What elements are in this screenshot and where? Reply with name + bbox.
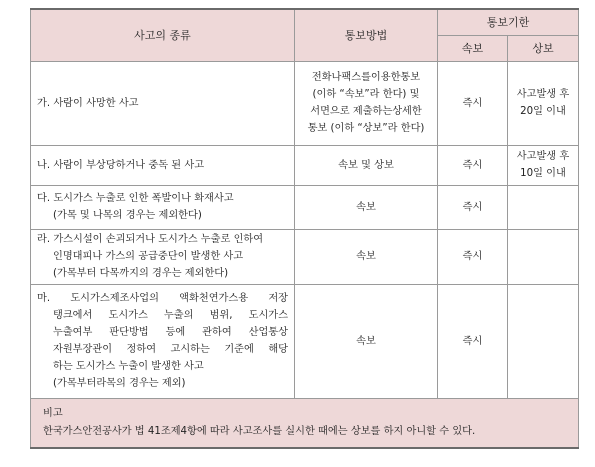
accident-type-line: (가목부터라목의 경우는 제외) <box>53 378 186 389</box>
urgent-report-cell: 즉시 <box>438 229 508 284</box>
report-method-line: 속보 <box>356 201 376 213</box>
accident-type-line: 누출여부 판단방법 등에 관하여 산업통상 <box>53 327 288 338</box>
report-method-line: 서면으로 제출하는상세한 <box>310 106 422 117</box>
header-urgent-report: 속보 <box>438 35 508 61</box>
accident-type-line: 인명대피나 가스의 공급중단이 발생한 사고 <box>53 251 244 262</box>
accident-type-line: 탱크에서 도시가스 누출의 범위, 도시가스 <box>53 310 288 321</box>
detailed-report-cell <box>508 284 579 398</box>
accident-type-line: (가목부터 다목까지의 경우는 제외한다) <box>53 268 229 279</box>
accident-type-line: 하는 도시가스 누출이 발생한 사고 <box>53 361 204 372</box>
report-method-cell <box>295 145 438 185</box>
table-row <box>31 185 579 229</box>
table-row <box>31 61 579 145</box>
note-title: 비고 <box>43 407 63 419</box>
note-cell <box>31 398 579 448</box>
report-method-cell <box>295 229 438 284</box>
note-text: 한국가스안전공사가 법 41조제4항에 따라 사고조사를 실시한 때에는 상보를 하지 아니할 수 있다. <box>43 425 476 437</box>
detailed-report-line: 20일 이내 <box>520 106 566 117</box>
detailed-report-cell <box>508 145 579 185</box>
accident-type-line: (가목 및 나목의 경우는 제외한다) <box>53 210 202 221</box>
accident-type-line: 가. 사람이 사망한 사고 <box>37 97 139 109</box>
detailed-report-cell <box>508 229 579 284</box>
header-report-method: 통보방법 <box>295 9 438 61</box>
detailed-report-line: 사고발생 후 <box>516 151 570 162</box>
report-method-cell <box>295 185 438 229</box>
report-method-line: 속보 <box>356 335 376 347</box>
table-row <box>31 229 579 284</box>
report-method-cell <box>295 61 438 145</box>
table-row <box>31 284 579 398</box>
detailed-report-cell <box>508 61 579 145</box>
urgent-report-cell: 즉시 <box>438 284 508 398</box>
report-method-line: 전화나팩스를이용한통보 <box>311 72 421 83</box>
accident-report-table <box>30 8 579 449</box>
detailed-report-line: 사고발생 후 <box>516 89 570 100</box>
urgent-report-cell: 즉시 <box>438 185 508 229</box>
accident-type-cell <box>31 145 295 185</box>
header-accident-type: 사고의 종류 <box>31 9 295 61</box>
accident-type-line: 나. 사람이 부상당하거나 중독 된 사고 <box>37 159 205 171</box>
header-detailed-report: 상보 <box>508 35 579 61</box>
report-method-line: 속보 <box>356 251 376 262</box>
report-method-line: (이하 “속보”라 한다) 및 <box>312 89 420 100</box>
accident-type-line: 라. 가스시설이 손괴되거나 도시가스 누출로 인하여 <box>37 234 264 245</box>
report-method-line: 통보 (이하 “상보”라 한다) <box>307 123 425 134</box>
detailed-report-line: 10일 이내 <box>520 168 566 179</box>
urgent-report-cell: 즉시 <box>438 61 508 145</box>
accident-type-cell <box>31 185 295 229</box>
accident-type-cell <box>31 61 295 145</box>
accident-type-cell <box>31 229 295 284</box>
accident-type-line: 자원부장관이 정하여 고시하는 기준에 해당 <box>53 344 288 355</box>
report-method-cell <box>295 284 438 398</box>
report-method-line: 속보 및 상보 <box>338 159 394 171</box>
accident-type-line: 다. 도시가스 누출로 인한 폭발이나 화재사고 <box>37 193 234 204</box>
accident-type-cell <box>31 284 295 398</box>
table-row <box>31 145 579 185</box>
accident-type-line: 마. 도시가스제조사업의 액화천연가스용 저장 <box>37 293 288 304</box>
header-report-deadline: 통보기한 <box>438 9 579 35</box>
detailed-report-cell <box>508 185 579 229</box>
urgent-report-cell: 즉시 <box>438 145 508 185</box>
